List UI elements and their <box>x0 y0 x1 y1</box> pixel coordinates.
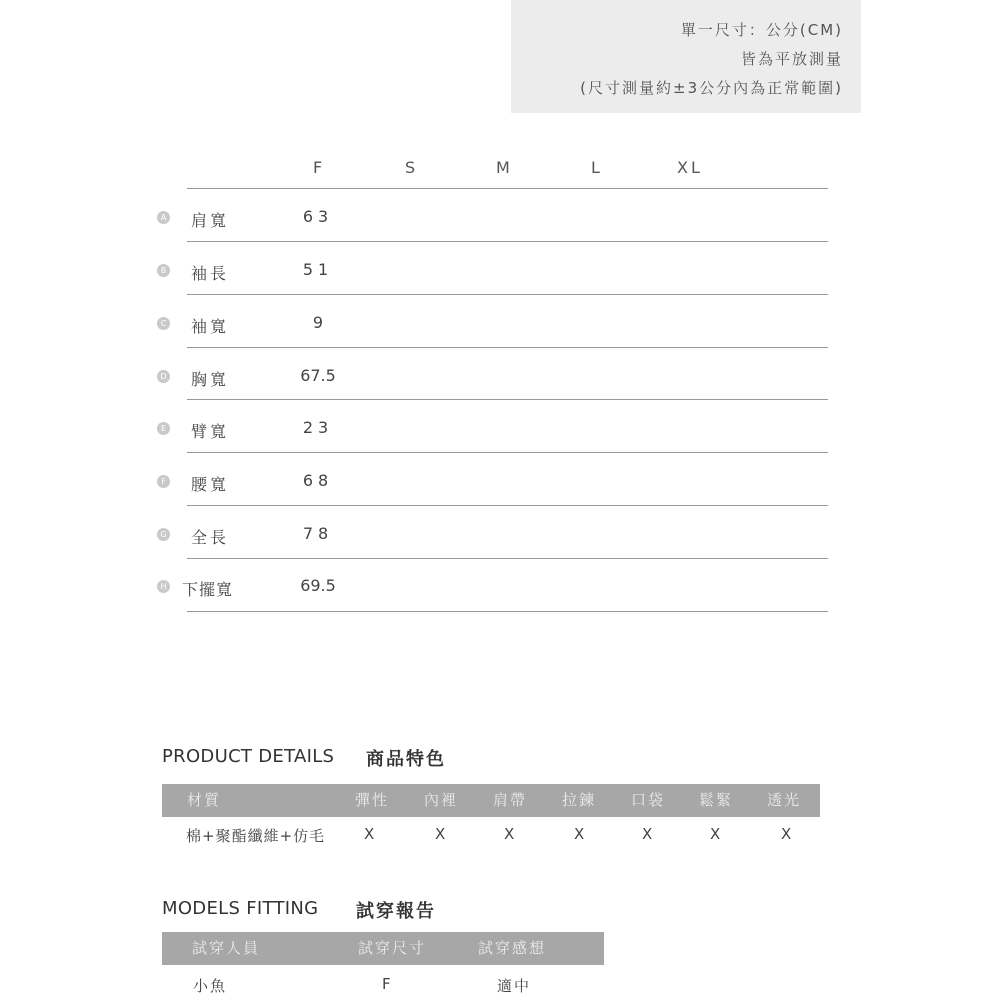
row-label-hem: 下擺寬 <box>182 580 234 599</box>
row-badge-f: F <box>157 475 170 488</box>
row-badge-b: B <box>157 264 170 277</box>
value-model: 小魚 <box>193 977 228 995</box>
note-method: 皆為平放測量 <box>740 50 843 68</box>
header-zipper: 拉鍊 <box>562 791 597 809</box>
row-label-sleeve-width: 袖寬 <box>191 317 230 336</box>
row-badge-e: E <box>157 422 170 435</box>
row-badge-a: A <box>157 211 170 224</box>
table-divider <box>187 347 828 348</box>
row-value-arm: 23 <box>302 418 334 437</box>
header-material: 材質 <box>187 791 222 809</box>
row-badge-d: D <box>157 370 170 383</box>
models-fitting-title-cn: 試穿報告 <box>356 901 436 922</box>
header-lining: 內裡 <box>424 791 459 809</box>
header-sheer: 透光 <box>767 791 802 809</box>
table-divider <box>187 505 828 506</box>
header-fit-size: 試穿尺寸 <box>358 939 427 957</box>
header-pocket: 口袋 <box>631 791 666 809</box>
value-elastic: X <box>710 825 723 843</box>
row-value-waist: 68 <box>302 471 334 490</box>
row-label-chest: 胸寬 <box>191 370 230 389</box>
row-value-length: 78 <box>302 524 334 543</box>
row-badge-c: C <box>157 317 170 330</box>
size-header-xl: XL <box>677 158 703 177</box>
row-value-hem: 69.5 <box>300 576 336 595</box>
note-tolerance: (尺寸測量約±3公分內為正常範圍) <box>580 79 843 97</box>
header-fit-feedback: 試穿感想 <box>478 939 547 957</box>
product-details-title: PRODUCT DETAILS <box>162 746 335 767</box>
table-divider <box>187 241 828 242</box>
measurement-note <box>511 0 861 113</box>
note-unit: 單一尺寸：公分(CM) <box>680 21 843 39</box>
models-fitting-header-bar <box>162 932 604 965</box>
row-value-shoulder: 63 <box>302 207 334 226</box>
value-sheer: X <box>781 825 794 843</box>
table-divider <box>187 188 828 189</box>
value-material: 棉+聚酯纖維+仿毛 <box>186 827 326 845</box>
table-divider <box>187 558 828 559</box>
header-model: 試穿人員 <box>192 939 261 957</box>
product-details-title-cn: 商品特色 <box>366 749 446 770</box>
value-lining: X <box>435 825 448 843</box>
size-header-m: M <box>496 158 513 177</box>
row-badge-h: H <box>157 580 170 593</box>
table-divider <box>187 611 828 612</box>
table-divider <box>187 294 828 295</box>
row-value-sleeve-width: 9 <box>312 313 324 332</box>
models-fitting-title: MODELS FITTING <box>162 898 319 919</box>
header-elasticity: 彈性 <box>355 791 390 809</box>
value-elasticity: X <box>364 825 377 843</box>
product-details-header-bar <box>162 784 820 817</box>
table-divider <box>187 399 828 400</box>
value-fit-size: F <box>382 975 393 993</box>
size-header-l: L <box>591 158 603 177</box>
row-label-length: 全長 <box>191 528 230 547</box>
row-value-chest: 67.5 <box>300 366 336 385</box>
value-pocket: X <box>642 825 655 843</box>
row-label-sleeve-length: 袖長 <box>191 264 230 283</box>
header-strap: 肩帶 <box>493 791 528 809</box>
row-badge-g: G <box>157 528 170 541</box>
table-divider <box>187 452 828 453</box>
header-elastic: 鬆緊 <box>699 791 734 809</box>
row-label-shoulder: 肩寬 <box>191 211 230 230</box>
value-zipper: X <box>574 825 587 843</box>
row-value-sleeve-length: 51 <box>302 260 334 279</box>
row-label-waist: 腰寬 <box>191 475 230 494</box>
value-fit-feedback: 適中 <box>497 977 532 995</box>
size-header-f: F <box>313 158 326 177</box>
row-label-arm: 臂寬 <box>191 422 230 441</box>
value-strap: X <box>504 825 517 843</box>
size-header-s: S <box>405 158 419 177</box>
